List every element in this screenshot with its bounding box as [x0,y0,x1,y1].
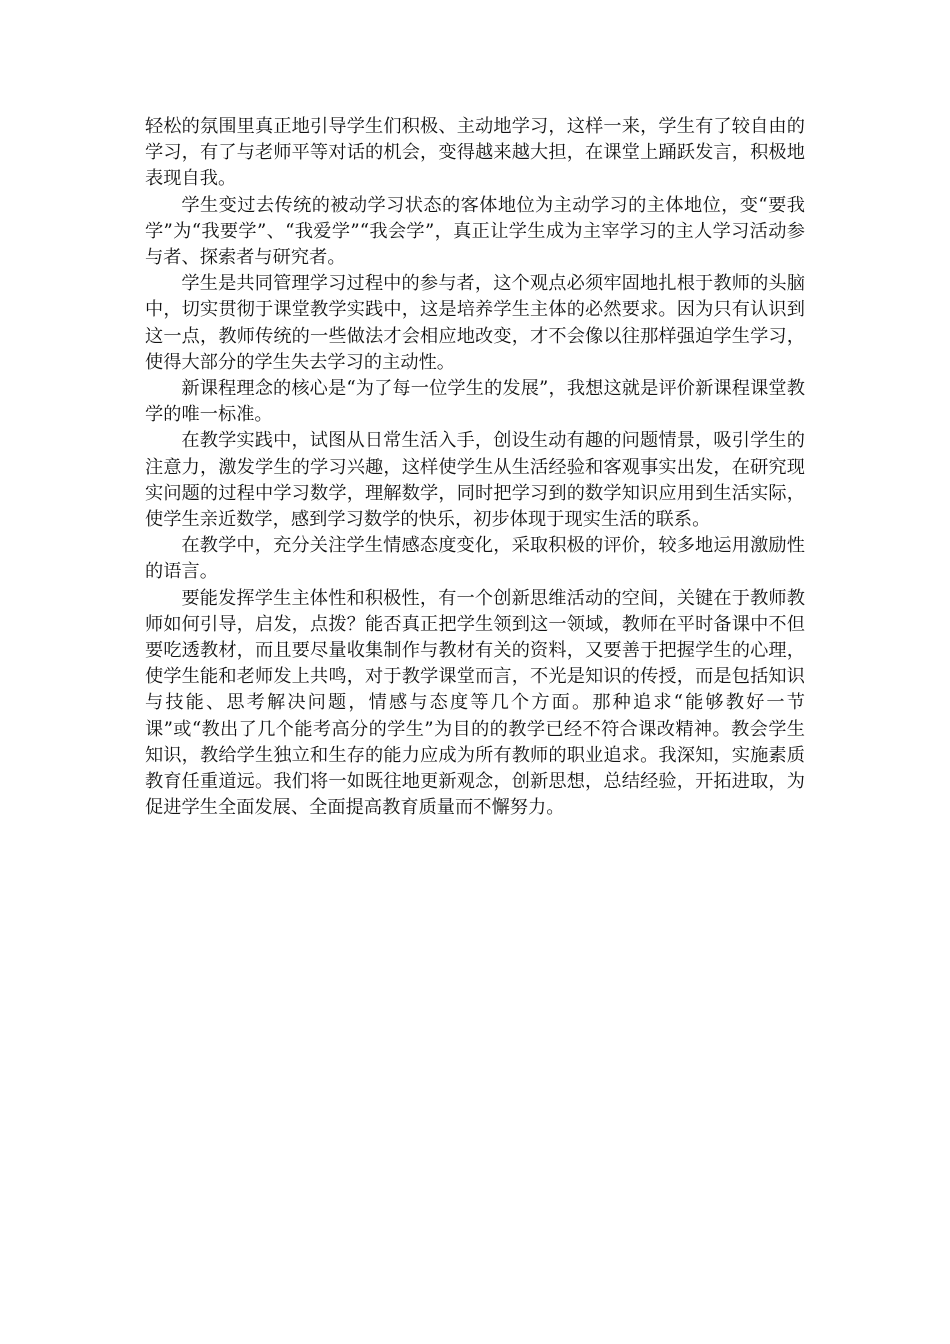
paragraph-4: 新课程理念的核心是“为了每一位学生的发展”，我想这就是评价新课程课堂教学的唯一标准。 [145,378,805,426]
paragraph-5: 在教学实践中，试图从日常生活入手，创设生动有趣的问题情景，吸引学生的注意力，激发学生的学习兴趣，这样使学生从生活经验和客观事实出发，在研究现实问题的过程中学习数学，理解数学，同时把学习到的数学知识应用到生活实际，使学生亲近数学，感到学习数学的快乐，初步体现于现实生活的联系。 [145,430,805,531]
paragraph-1: 轻松的氛围里真正地引导学生们积极、主动地学习，这样一来，学生有了较自由的学习，有了与老师平等对话的机会，变得越来越大担，在课堂上踊跃发言，积极地表现自我。 [145,116,805,190]
paragraph-3: 学生是共同管理学习过程中的参与者，这个观点必须牢固地扎根于教师的头脑中，切实贯彻于课堂教学实践中，这是培养学生主体的必然要求。因为只有认识到这一点，教师传统的一些做法才会相应地改变，才不会像以往那样强迫学生学习，使得大部分的学生失去学习的主动性。 [145,273,805,373]
document-body [145,114,805,821]
paragraph-6: 在教学中，充分关注学生情感态度变化，采取积极的评价，较多地运用激励性的语言。 [145,535,805,583]
paragraph-2: 学生变过去传统的被动学习状态的客体地位为主动学习的主体地位，变“要我学”为“我要学”、“我爱学”“我会学”，真正让学生成为主宰学习的主人学习活动参与者、探索者与研究者。 [145,194,805,269]
paragraph-7: 要能发挥学生主体性和积极性，有一个创新思维活动的空间，关键在于教师教师如何引导，启发，点拨？能否真正把学生领到这一领域，教师在平时备课中不但要吃透教材，而且要尽量收集制作与教材有关的资料，又要善于把握学生的心理，使学生能和老师发上共鸣，对于教学课堂而言，不光是知识的传授，而是包括知识与技能、思考解决问题，情感与态度等几个方面。那种追求“能够教好一节课”或“教出了几个能考高分的学生”为目的的教学已经不符合课改精神。教会学生知识，教给学生独立和生存的能力应成为所有教师的职业追求。我深知，实施素质教育任重道远。我们将一如既往地更新观念，创新思想，总结经验，开拓进取，为促进学生全面发展、全面提高教育质量而不懈努力。 [145,587,805,819]
